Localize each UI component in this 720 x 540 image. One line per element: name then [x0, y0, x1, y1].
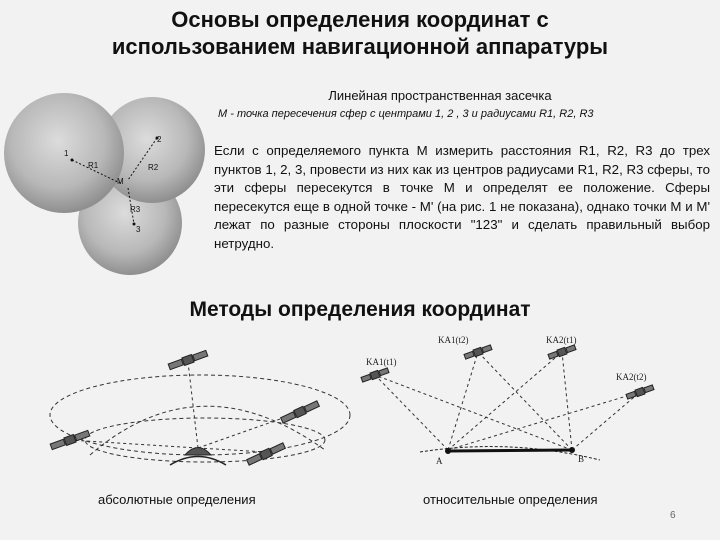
- satellite-icon: [548, 344, 577, 360]
- slide-title: [0, 6, 720, 60]
- satellite-icon: [361, 367, 390, 383]
- section-title: Методы определения координат: [189, 298, 531, 321]
- ka1-t2-label: KA1(t2): [438, 335, 469, 345]
- subtitle: Линейная пространственная засечка: [328, 88, 552, 103]
- point-1-dot: [71, 159, 74, 162]
- title-line-1: Основы определения координат с: [171, 7, 549, 32]
- title-line-2: использованием навигационной аппаратуры: [111, 34, 609, 59]
- receiver-a-dot: [445, 448, 451, 454]
- satellite-icon: [464, 344, 493, 360]
- ka1-t1-label: KA1(t1): [366, 357, 397, 367]
- receiver-b-dot: [569, 447, 575, 453]
- subnote: М - точка пересечения сфер с центрами 1, 2 , 3 и радиусами R1, R2, R3: [218, 108, 594, 120]
- absolute-figure: [30, 340, 360, 485]
- caption-relative: относительные определения: [423, 492, 598, 507]
- satellite-icon: [50, 429, 90, 450]
- radius-r2-label: R2: [148, 163, 159, 172]
- point-2-label: 2: [157, 135, 162, 144]
- point-1-label: 1: [64, 149, 69, 158]
- point-3-label: 3: [136, 225, 141, 234]
- receiver-b-label: B: [578, 454, 585, 464]
- radius-r1-label: R1: [88, 161, 99, 170]
- radius-r3-label: R3: [130, 205, 141, 214]
- relative-figure: [360, 330, 700, 485]
- orbit-outer: [50, 375, 350, 455]
- caption-absolute: абсолютные определения: [98, 492, 256, 507]
- ka2-t2-label: KA2(t2): [616, 372, 647, 382]
- page-number: 6: [670, 510, 676, 521]
- receiver-a-label: A: [436, 456, 443, 466]
- satellite-icon: [246, 442, 286, 466]
- satellite-icon: [280, 400, 320, 424]
- spheres-figure: [0, 88, 215, 288]
- point-m-label: M: [117, 177, 124, 186]
- observation-lines: [375, 352, 640, 450]
- satellite-icon: [168, 349, 208, 370]
- satellite-icon: [626, 384, 655, 400]
- baseline-ab: [448, 450, 572, 451]
- description-paragraph: Если с определяемого пункта M измерить расстояния R1, R2, R3 до трех пунктов 1, 2, 3, провести из них как из центров радиусами R1, R2, R3 сферы, то эти сферы пересекутся в точке M и определят ее положение. Сферы пересекутся еще в одной точке - M' (на рис. 1 не показана), однако точки M и M' лежат по разные стороны плоскости "123" и сделать правильный выбор нетрудно.: [214, 143, 710, 251]
- ka2-t1-label: KA2(t1): [546, 335, 577, 345]
